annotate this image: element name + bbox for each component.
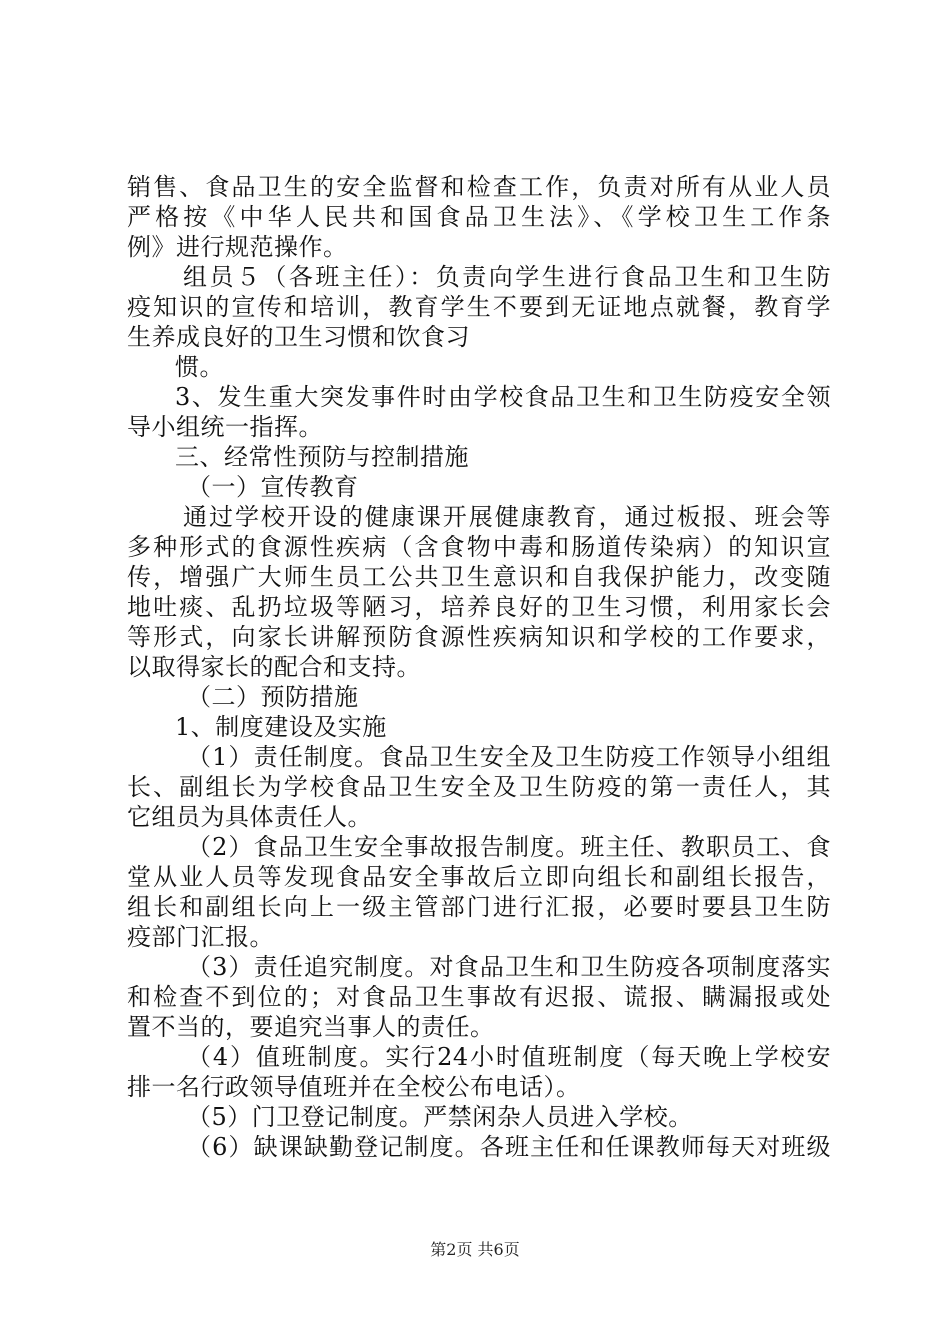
text-line: 通过学校开设的健康课开展健康教育，通过板报、班会等 — [183, 503, 831, 531]
text-line: 疫知识的宣传和培训，教育学生不要到无证地点就餐，教育学 — [127, 293, 831, 321]
text-line: （二）预防措施 — [187, 683, 359, 711]
text-line: 组员５（各班主任）：负责向学生进行食品卫生和卫生防 — [183, 263, 831, 291]
page-footer: 第2页 共6页 — [430, 1240, 520, 1259]
document-body — [127, 172, 831, 1162]
text-line: 三、经常性预防与控制措施 — [175, 443, 469, 471]
text-line: 例》进行规范操作。 — [127, 233, 348, 261]
text-line: 疫部门汇报。 — [127, 923, 274, 951]
text-line: 导小组统一指挥。 — [127, 413, 323, 441]
text-line: 3、发生重大突发事件时由学校食品卫生和卫生防疫安全领 — [175, 383, 831, 411]
text-line: 堂从业人员等发现食品安全事故后立即向组长和副组长报告， — [127, 863, 831, 891]
text-line: （一）宣传教育 — [187, 473, 359, 501]
text-line: （3）责任追究制度。对食品卫生和卫生防疫各项制度落实 — [187, 953, 831, 981]
text-line: 组长和副组长向上一级主管部门进行汇报，必要时要县卫生防 — [127, 893, 831, 921]
text-line: 长、副组长为学校食品卫生安全及卫生防疫的第一责任人，其 — [127, 773, 831, 801]
text-line: 以取得家长的配合和支持。 — [127, 653, 421, 681]
text-line: 生养成良好的卫生习惯和饮食习 — [127, 323, 470, 351]
text-line: 传，增强广大师生员工公共卫生意识和自我保护能力，改变随 — [127, 563, 831, 591]
text-line: （5）门卫登记制度。严禁闲杂人员进入学校。 — [187, 1103, 693, 1131]
text-line: 置不当的，要追究当事人的责任。 — [127, 1013, 495, 1041]
text-line: 和检查不到位的；对食品卫生事故有迟报、谎报、瞒漏报或处 — [127, 983, 831, 1011]
text-line: 严格按《中华人民共和国食品卫生法》、《学校卫生工作条 — [127, 203, 831, 231]
text-line: 排一名行政领导值班并在全校公布电话）。 — [127, 1073, 581, 1101]
text-line: 多种形式的食源性疾病（含食物中毒和肠道传染病）的知识宣 — [127, 533, 831, 561]
text-line: 1、制度建设及实施 — [175, 713, 387, 741]
text-line: 地吐痰、乱扔垃圾等陋习，培养良好的卫生习惯，利用家长会 — [127, 593, 831, 621]
text-line: （2）食品卫生安全事故报告制度。班主任、教职员工、食 — [187, 833, 831, 861]
text-line: （4）值班制度。实行24小时值班制度（每天晚上学校安 — [187, 1043, 831, 1071]
text-line: 等形式，向家长讲解预防食源性疾病知识和学校的工作要求， — [127, 623, 831, 651]
text-line: （1）责任制度。食品卫生安全及卫生防疫工作领导小组组 — [187, 743, 831, 771]
text-line: 销售、食品卫生的安全监督和检查工作，负责对所有从业人员 — [127, 173, 831, 201]
text-line: 它组员为具体责任人。 — [127, 803, 372, 831]
text-line: 惯。 — [175, 353, 224, 381]
text-line: （6）缺课缺勤登记制度。各班主任和任课教师每天对班级 — [187, 1133, 831, 1161]
